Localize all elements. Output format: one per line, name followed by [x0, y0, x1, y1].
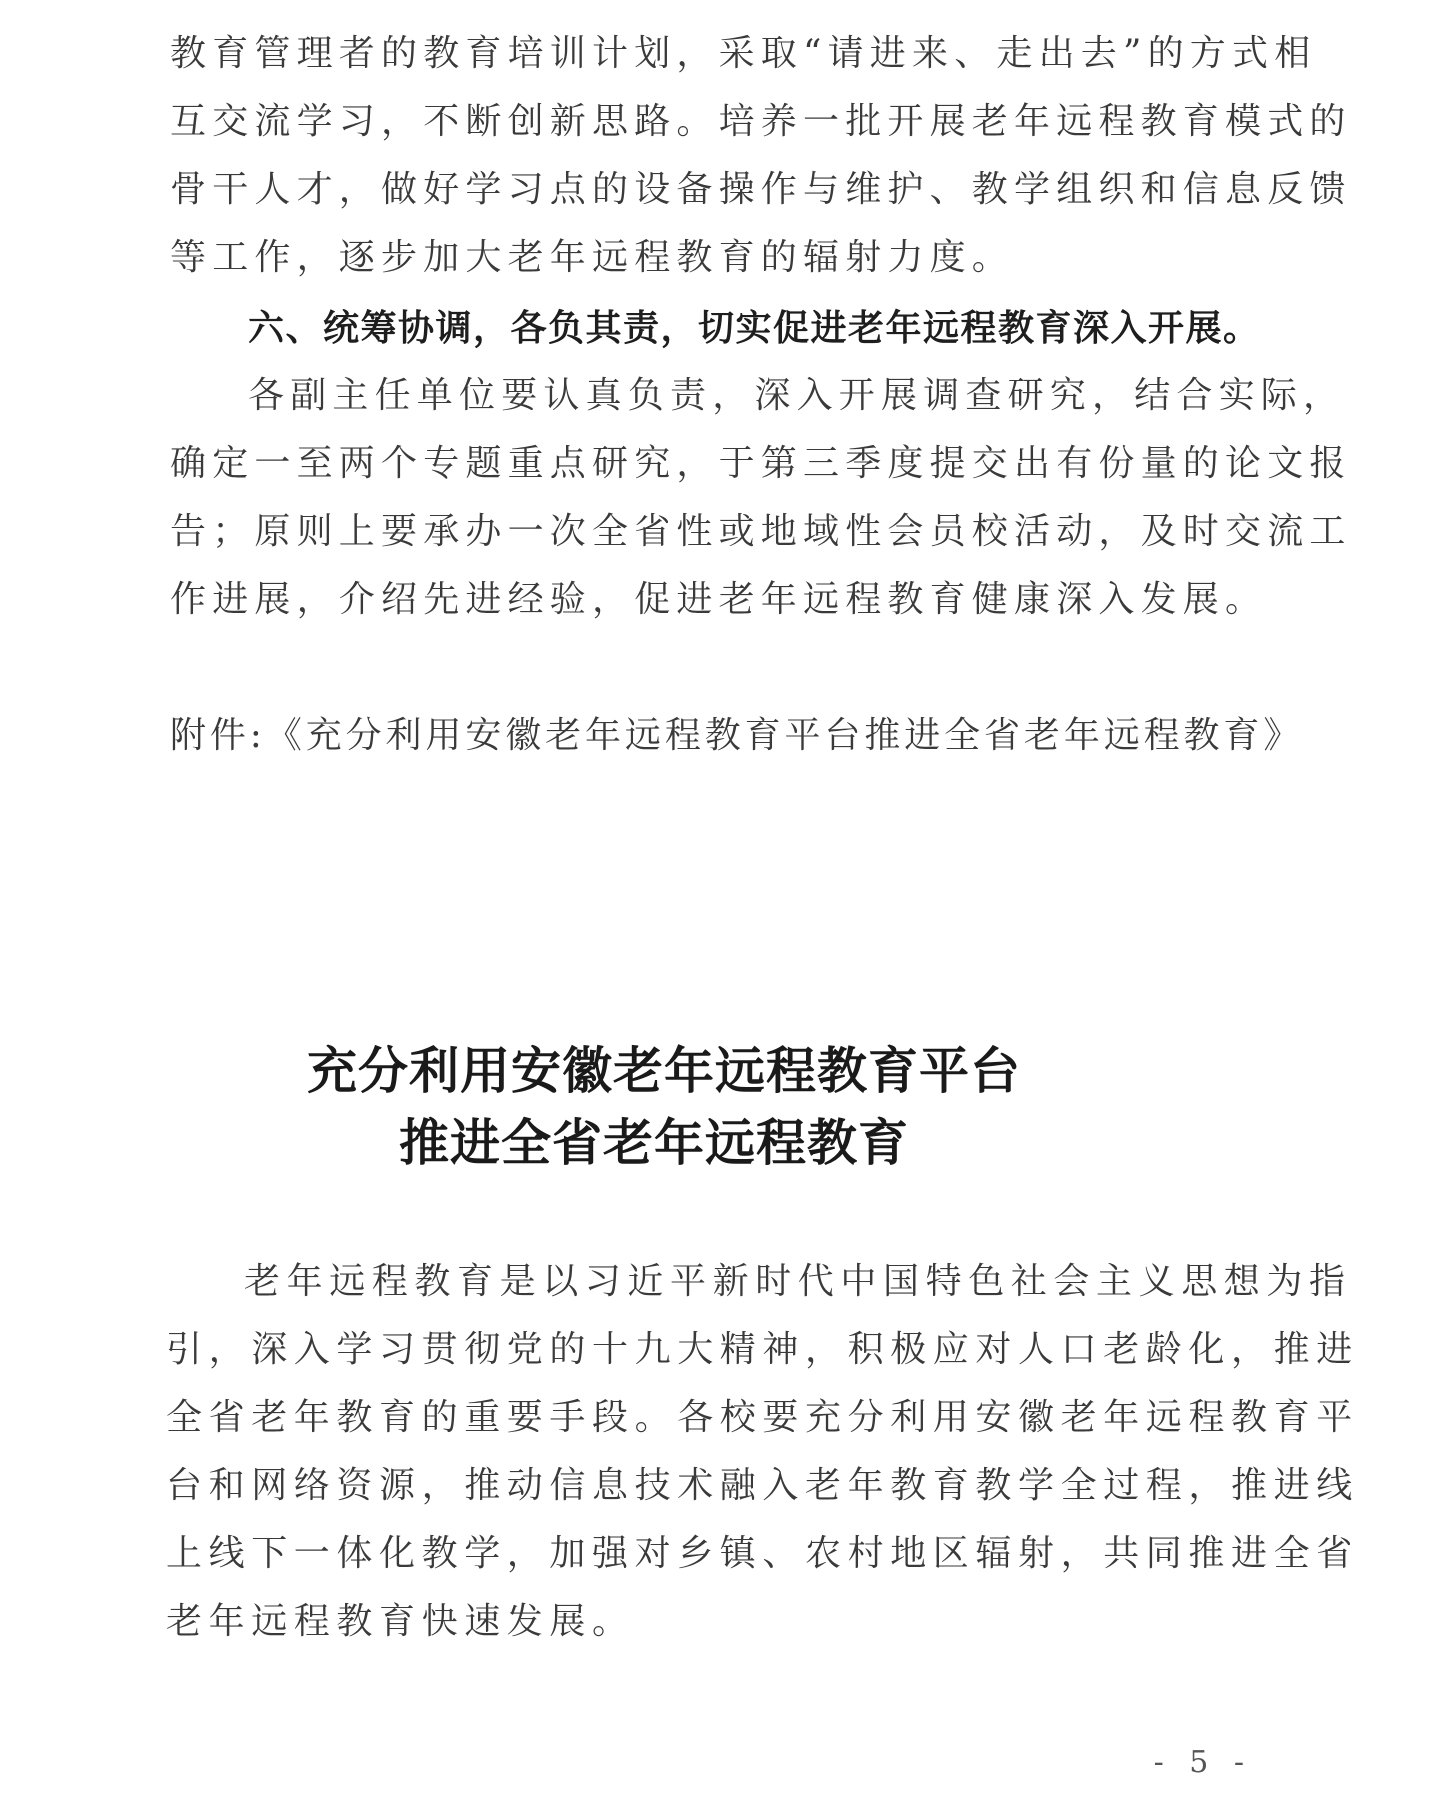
text-line: 确定一至两个专题重点研究，于第三季度提交出有份量的论文报 [170, 443, 1352, 484]
text-line: 全省老年教育的重要手段。各校要充分利用安徽老年远程教育平 [166, 1397, 1359, 1438]
text-line: 互交流学习，不断创新思路。培养一批开展老年远程教育模式的 [170, 101, 1352, 142]
paragraph-continued [170, 20, 1352, 292]
section-paragraph [170, 362, 1352, 634]
text-line: 作进展，介绍先进经验，促进老年远程教育健康深入发展。 [170, 579, 1268, 620]
text-line: 各副主任单位要认真负责，深入开展调查研究，结合实际， [248, 375, 1346, 416]
text-line: 老年远程教育是以习近平新时代中国特色社会主义思想为指 [244, 1261, 1352, 1302]
text-line: 骨干人才，做好学习点的设备操作与维护、教学组织和信息反馈 [170, 169, 1352, 210]
article-paragraph [166, 1248, 1359, 1656]
text-line: 告；原则上要承办一次全省性或地域性会员校活动，及时交流工 [170, 511, 1352, 552]
text-line: 引，深入学习贯彻党的十九大精神，积极应对人口老龄化，推进 [166, 1329, 1359, 1370]
text-line: 老年远程教育快速发展。 [166, 1601, 635, 1642]
title-line: 充分利用安徽老年远程教育平台 [307, 1041, 1021, 1100]
text-line: 上线下一体化教学，加强对乡镇、农村地区辐射，共同推进全省 [166, 1533, 1359, 1574]
text-line: 等工作，逐步加大老年远程教育的辐射力度。 [170, 237, 1015, 278]
attachment-note: 附件:《充分利用安徽老年远程教育平台推进全省老年远程教育》 [170, 715, 1304, 756]
text-line: 台和网络资源，推动信息技术融入老年教育教学全过程，推进线 [166, 1465, 1359, 1506]
section-heading: 六、统筹协调，各负其责，切实促进老年远程教育深入开展。 [248, 307, 1261, 349]
text-line: 教育管理者的教育培训计划，采取“请进来、走出去”的方式相 [170, 33, 1317, 74]
article-title [0, 1035, 1448, 1179]
title-line: 推进全省老年远程教育 [399, 1113, 909, 1172]
page-number: - 5 - [1153, 1745, 1252, 1780]
